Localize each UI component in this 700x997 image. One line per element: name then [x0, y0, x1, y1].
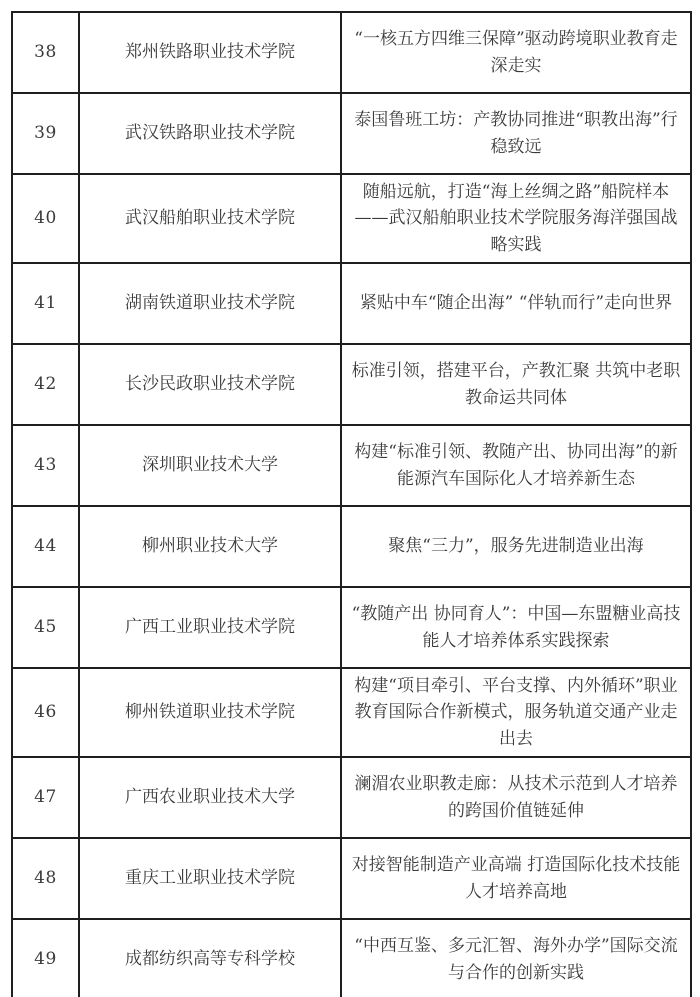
cell-school: 柳州职业技术大学	[79, 506, 341, 587]
cell-no: 41	[12, 263, 79, 344]
table-row	[12, 838, 691, 919]
cell-no: 43	[12, 425, 79, 506]
cell-no: 46	[12, 668, 79, 757]
cell-school: 重庆工业职业技术学院	[79, 838, 341, 919]
cell-title: 随船远航，打造“海上丝绸之路”船院样本——武汉船舶职业技术学院服务海洋强国战略实践	[341, 174, 691, 263]
cell-school: 郑州铁路职业技术学院	[79, 12, 341, 93]
table-row	[12, 506, 691, 587]
table-row	[12, 93, 691, 174]
cell-no: 47	[12, 757, 79, 838]
cell-no: 45	[12, 587, 79, 668]
cell-school: 成都纺织高等专科学校	[79, 919, 341, 997]
project-list-table	[11, 11, 692, 997]
table-row	[12, 757, 691, 838]
cell-school: 长沙民政职业技术学院	[79, 344, 341, 425]
cell-title: “中西互鉴、多元汇智、海外办学”国际交流与合作的创新实践	[341, 919, 691, 997]
cell-no: 40	[12, 174, 79, 263]
table-row	[12, 344, 691, 425]
table-row	[12, 668, 691, 757]
cell-title: 泰国鲁班工坊：产教协同推进“职教出海”行稳致远	[341, 93, 691, 174]
cell-school: 广西工业职业技术学院	[79, 587, 341, 668]
cell-school: 深圳职业技术大学	[79, 425, 341, 506]
cell-school: 柳州铁道职业技术学院	[79, 668, 341, 757]
cell-title: “教随产出 协同育人”：中国—东盟糖业高技能人才培养体系实践探索	[341, 587, 691, 668]
cell-title: 构建“项目牵引、平台支撑、内外循环”职业教育国际合作新模式，服务轨道交通产业走出去	[341, 668, 691, 757]
table-row	[12, 263, 691, 344]
cell-no: 38	[12, 12, 79, 93]
cell-no: 49	[12, 919, 79, 997]
cell-title: 对接智能制造产业高端 打造国际化技术技能人才培养高地	[341, 838, 691, 919]
cell-school: 广西农业职业技术大学	[79, 757, 341, 838]
cell-no: 42	[12, 344, 79, 425]
cell-title: 澜湄农业职教走廊：从技术示范到人才培养的跨国价值链延伸	[341, 757, 691, 838]
cell-title: 构建“标准引领、教随产出、协同出海”的新能源汽车国际化人才培养新生态	[341, 425, 691, 506]
table-row	[12, 587, 691, 668]
table-row	[12, 174, 691, 263]
table-row	[12, 919, 691, 997]
cell-school: 湖南铁道职业技术学院	[79, 263, 341, 344]
cell-no: 44	[12, 506, 79, 587]
project-list-table-body	[12, 12, 691, 997]
table-row	[12, 425, 691, 506]
cell-no: 48	[12, 838, 79, 919]
cell-title: “一核五方四维三保障”驱动跨境职业教育走深走实	[341, 12, 691, 93]
cell-title: 聚焦“三力”，服务先进制造业出海	[341, 506, 691, 587]
cell-no: 39	[12, 93, 79, 174]
cell-school: 武汉铁路职业技术学院	[79, 93, 341, 174]
cell-title: 标准引领，搭建平台，产教汇聚 共筑中老职教命运共同体	[341, 344, 691, 425]
table-row	[12, 12, 691, 93]
cell-school: 武汉船舶职业技术学院	[79, 174, 341, 263]
cell-title: 紧贴中车“随企出海” “伴轨而行”走向世界	[341, 263, 691, 344]
